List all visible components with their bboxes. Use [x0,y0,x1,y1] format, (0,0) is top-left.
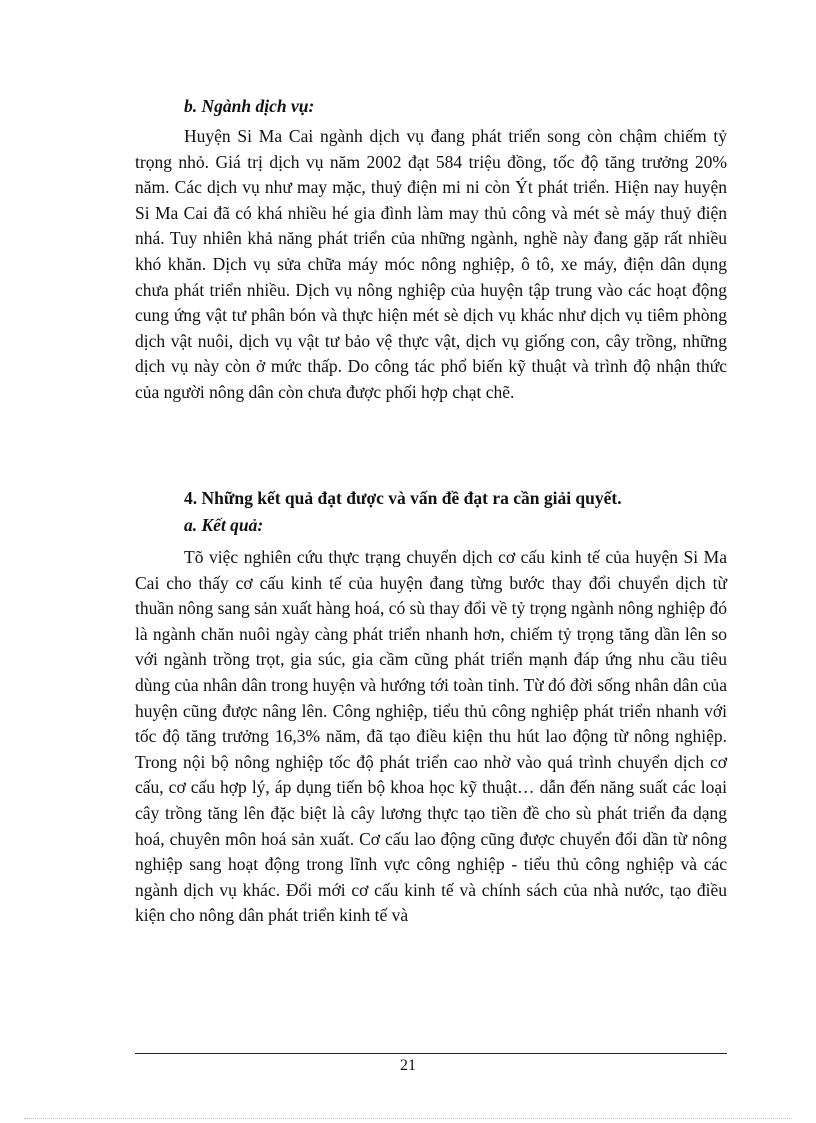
results-subheading: a. Kết quả: [184,515,264,535]
section-b-heading: b. Ngành dịch vụ: [184,96,315,116]
section-4-heading: 4. Những kết quả đạt được và vấn đề đạt ra cần giải quyết. [184,488,622,508]
section-b-paragraph: Huyện Si Ma Cai ngành dịch vụ đang phát triển song còn chậm chiếm tỷ trọng nhỏ. Giá trị dịch vụ năm 2002 đạt 584 triệu đồng, tốc độ tăng trưởng 20% năm. Các dịch vụ như may mặc, thuỷ điện mi ni còn Ýt phát triển. Hiện nay huyện Si Ma Cai đã có khá nhiều hé gia đình làm may thủ công và mét sè máy thuỷ điện nhá. Tuy nhiên khả năng phát triển của những ngành, nghề này đang gặp rất nhiều khó khăn. Dịch vụ sửa chữa máy móc nông nghiệp, ô tô, xe máy, điện dân dụng chưa phát triển nhiều. Dịch vụ nông nghiệp của huyện tập trung vào các hoạt động cung ứng vật tư phân bón và thực hiện mét sè dịch vụ khác như dịch vụ tiêm phòng dịch vật nuôi, dịch vụ vật tư bảo vệ thực vật, dịch vụ giống con, cây trồng, những dịch vụ này còn ở mức thấp. Do công tác phổ biến kỹ thuật và trình độ nhận thức của người nông dân còn chưa được phối hợp chạt chẽ. [135,126,727,402]
footer-rule [135,1053,727,1054]
page-bottom-border [24,1118,792,1119]
page-number: 21 [400,1057,416,1074]
results-body [135,545,727,929]
results-paragraph: Tõ việc nghiên cứu thực trạng chuyển dịch cơ cấu kinh tế của huyện Si Ma Cai cho thấy cơ cấu kinh tế của huyện đang từng bước thay đổi chuyển dịch từ thuần nông sang sản xuất hàng hoá, có sù thay đổi về tỷ trọng ngành nông nghiệp đó là ngành chăn nuôi ngày càng phát triển nhanh hơn, chiếm tỷ trọng tăng dần lên so với ngành trồng trọt, gia súc, gia cầm cũng phát triển mạnh đáp ứng nhu cầu tiêu dùng của nhân dân trong huyện và hướng tới toàn tỉnh. Từ đó đời sống nhân dân của huyện cũng được nâng lên. Công nghiệp, tiểu thủ công nghiệp phát triển nhanh với tốc độ tăng trưởng 16,3% năm, đã tạo điều kiện thu hút lao động từ nông nghiệp. Trong nội bộ nông nghiệp tốc độ phát triển cao nhờ vào quá trình chuyển dịch cơ cấu, cơ cấu hợp lý, áp dụng tiến bộ khoa học kỹ thuật… dẫn đến năng suất các loại cây trồng tăng lên đặc biệt là cây lương thực tạo tiền đề cho sù phát triển đa dạng hoá, chuyên môn hoá sản xuất. Cơ cấu lao động cũng được chuyển đổi dần từ nông nghiệp sang hoạt động trong lĩnh vực công nghiệp - tiểu thủ công nghiệp và các ngành dịch vụ khác. Đổi mới cơ cấu kinh tế và chính sách của nhà nước, tạo điều kiện cho nông dân phát triển kinh tế và [135,547,727,926]
section-b-body [135,124,727,406]
